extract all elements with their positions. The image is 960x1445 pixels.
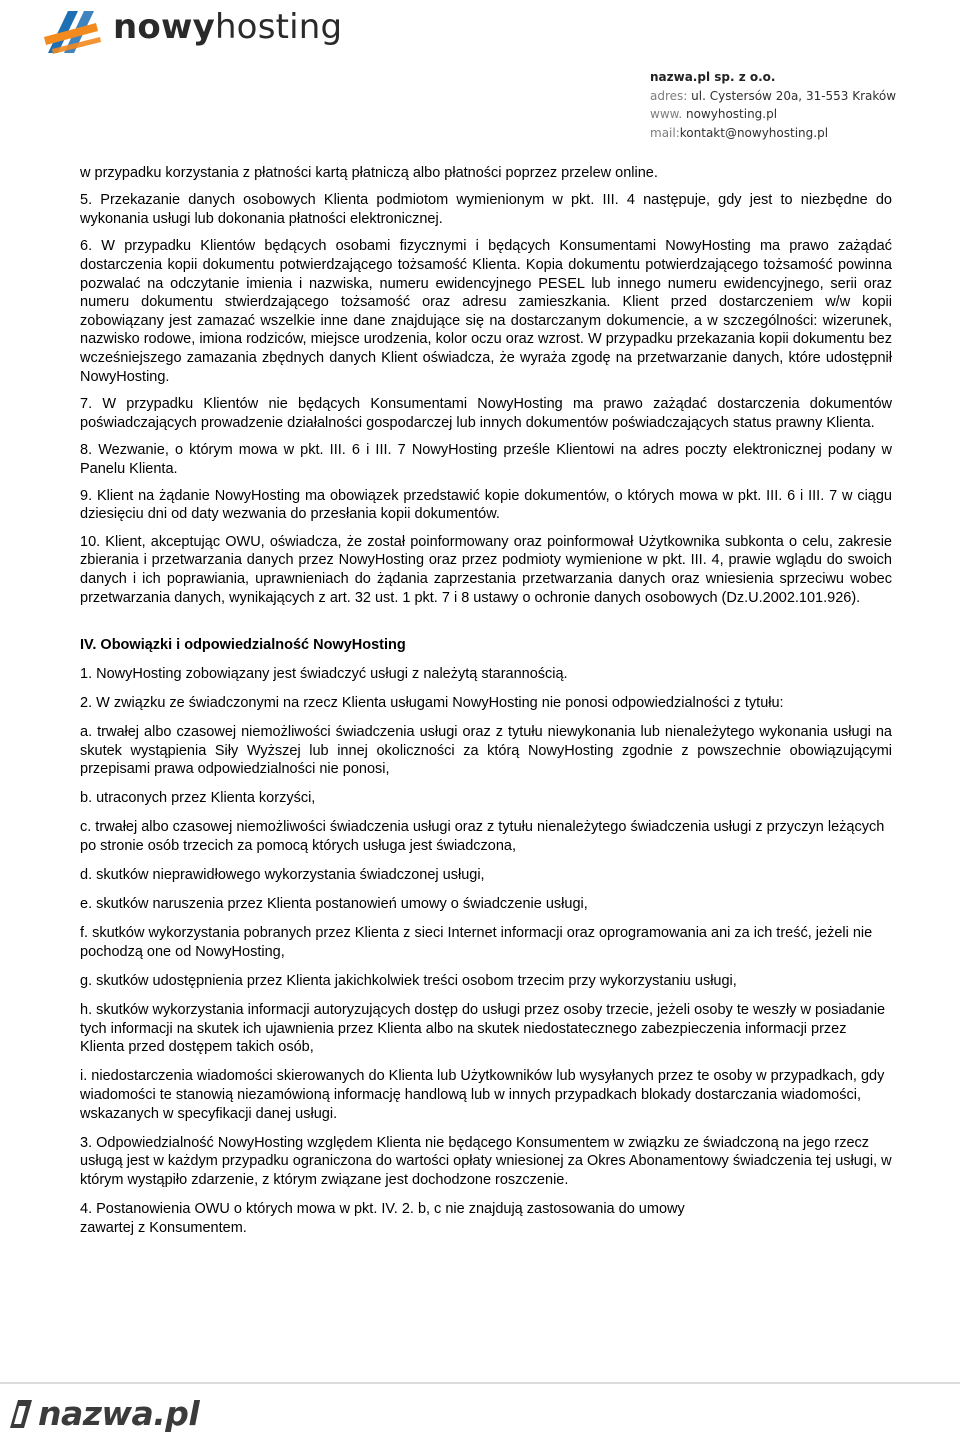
document-header (0, 0, 960, 150)
paragraph: 4. Postanowienia OWU o których mowa w pkt. IV. 2. b, c nie znajdują zastosowania do umowy zawartej z Konsumentem. (80, 1200, 685, 1236)
address-label: adres: (650, 88, 688, 103)
paragraph: 10. Klient, akceptując OWU, oświadcza, że został poinformowany oraz poinformował Użytkownika subkonta o celu, zakresie zbierania i przetwarzania danych przez NowyHosting oraz przez podmioty wymienione w pkt. III. 4, prawie wglądu do swoich danych i ich poprawiania, uprawnieniach do żądania zaprzestania przetwarzania danych oraz wniesienia sprzeciwu wobec przetwarzania danych, wynikających z art. 32 ust. 1 pkt. 7 i 8 ustawy o ochronie danych osobowych (Dz.U.2002.101.926). (80, 533, 892, 606)
footer-logo-text: nazwa.pl (38, 1394, 200, 1433)
list-item: b. utraconych przez Klienta korzyści, (80, 790, 316, 807)
mail-value: kontakt@nowyhosting.pl (679, 125, 829, 140)
list-item: h. skutków wykorzystania informacji autoryzujących dostęp do usługi przez osoby trzecie, jeżeli osoby te weszły w posiadanie tych informacji na skutek ich ujawnienia przez Klienta albo na skutek niedostatecznego zabezpieczenia informacji przez Klienta przed dostępem takich osób, (80, 1002, 886, 1056)
logo-text-bold: nowy (113, 7, 215, 47)
paragraph: 9. Klient na żądanie NowyHosting ma obowiązek przedstawić kopie dokumentów, o których mowa w pkt. III. 6 i III. 7 w ciągu dziesięciu dni od daty wezwania do przesłania kopii dokumentów. (80, 487, 892, 523)
company-mail (650, 124, 896, 143)
list-item: f. skutków wykorzystania pobranych przez Klienta z sieci Internet informacji oraz oprogramowania ani za ich treść, jeżeli nie pochodzą one od NowyHosting, (80, 925, 873, 960)
paragraph: 6. W przypadku Klientów będących osobami fizycznymi i będących Konsumentami NowyHosting ma prawo zażądać dostarczenia kopii dokumentu potwierdzającego tożsamość Klienta. Kopia dokumentu potwierdzającego tożsamość powinna pozwalać na odczytanie imienia i nazwiska, numeru ewidencyjnego PESEL lub innego numeru ewidencyjnego, serii oraz numeru dokumentu stwierdzającego tożsamość oraz adresu zamieszkania. Klient przed dostarczeniem w/w kopii zobowiązany jest zamazać wszelkie inne dane znajdujące się na dostarczanym dokumencie, a w szczególności: wizerunek, nazwisko rodowe, imiona rodziców, miejsce urodzenia, kolor oczu oraz wzrost. W przypadku przekazania kopii dokumentu bez wcześniejszego zamazania zbędnych danych Klient oświadcza, że wyraża zgodę na przetwarzanie danych, które udostępnił NowyHosting. (80, 238, 892, 385)
document-body (80, 164, 892, 1248)
nowyhosting-logo (38, 3, 358, 63)
nowyhosting-logo-icon (38, 3, 108, 63)
list-item: i. niedostarczenia wiadomości skierowanych do Klienta lub Użytkowników lub wysyłanych przez te osoby w przypadkach, gdy wiadomości te stanowią niezamówioną informację handlową lub w innych przypadkach blokady dostarczania wiadomości, wskazanych w specyfikacji danej usługi. (80, 1068, 885, 1122)
list-item: c. trwałej albo czasowej niemożliwości świadczenia usługi oraz z tytułu nienależytego świadczenia usługi z przyczyn leżących po stronie osób trzecich za pomocą których usługa jest świadczona, (80, 819, 885, 854)
nazwa-pl-logo (0, 1390, 200, 1440)
paragraph: 3. Odpowiedzialność NowyHosting względem Klienta nie będącego Konsumentem w związku ze świadczoną na jego rzecz usługą jest w każdym przypadku ograniczona do wartości opłaty wniesionej za Okres Abonamentowy świadczenia tej usługi, w którym wystąpiło zdarzenie, z którym związane jest dochodzone roszczenie. (80, 1134, 892, 1188)
logo-text-regular: hosting (214, 7, 343, 47)
list-item: a. trwałej albo czasowej niemożliwości świadczenia usługi oraz z tytułu niewykonania lub nienależytego wykonania usługi na skutek wystąpienia Siły Wyższej lub innej okoliczności za którą NowyHosting zgodnie z powszechnie obowiązującymi przepisami prawa odpowiedzialności nie ponosi, (80, 724, 892, 778)
list-item: e. skutków naruszenia przez Klienta postanowień umowy o świadczenie usługi, (80, 896, 588, 913)
www-value: nowyhosting.pl (682, 107, 778, 121)
company-name: nazwa.pl sp. z o.o. (650, 70, 776, 84)
paragraph: w przypadku korzystania z płatności kartą płatniczą albo płatności poprzez przelew online. (80, 165, 658, 181)
company-www (650, 105, 896, 124)
address-value: ul. Cystersów 20a, 31-553 Kraków (687, 88, 897, 103)
logo-wordmark (113, 7, 343, 47)
www-label: www. (650, 107, 683, 121)
mail-label: mail: (650, 125, 680, 140)
paragraph: 2. W związku ze świadczonymi na rzecz Klienta usługami NowyHosting nie ponosi odpowiedzialności z tytułu: (80, 694, 784, 711)
nazwa-pl-logo-icon (4, 1394, 38, 1434)
list-item: d. skutków nieprawidłowego wykorzystania świadczonej usługi, (80, 867, 485, 884)
company-address (650, 87, 896, 106)
paragraph: 7. W przypadku Klientów nie będących Konsumentami NowyHosting ma prawo zażądać dostarczenia dokumentów poświadczających prowadzenie działalności gospodarczej lub innych dokumentów poświadczających status prawny Klienta. (80, 395, 892, 431)
paragraph: 8. Wezwanie, o którym mowa w pkt. III. 6 i III. 7 NowyHosting prześle Klientowi na adres poczty elektronicznej podany w Panelu Klienta. (80, 441, 892, 477)
paragraph: 1. NowyHosting zobowiązany jest świadczyć usługi z należytą starannością. (80, 665, 568, 682)
paragraph: 5. Przekazanie danych osobowych Klienta podmiotom wymienionym w pkt. III. 4 następuje, gdy jest to niezbędne do wykonania usługi lub dokonania płatności elektronicznej. (80, 192, 892, 227)
list-item: g. skutków udostępnienia przez Klienta jakichkolwiek treści osobom trzecim przy wykorzystaniu usługi, (80, 972, 737, 989)
company-info (650, 68, 896, 142)
section-heading: IV. Obowiązki i odpowiedzialność NowyHosting (80, 637, 406, 654)
footer-divider (0, 1380, 960, 1386)
